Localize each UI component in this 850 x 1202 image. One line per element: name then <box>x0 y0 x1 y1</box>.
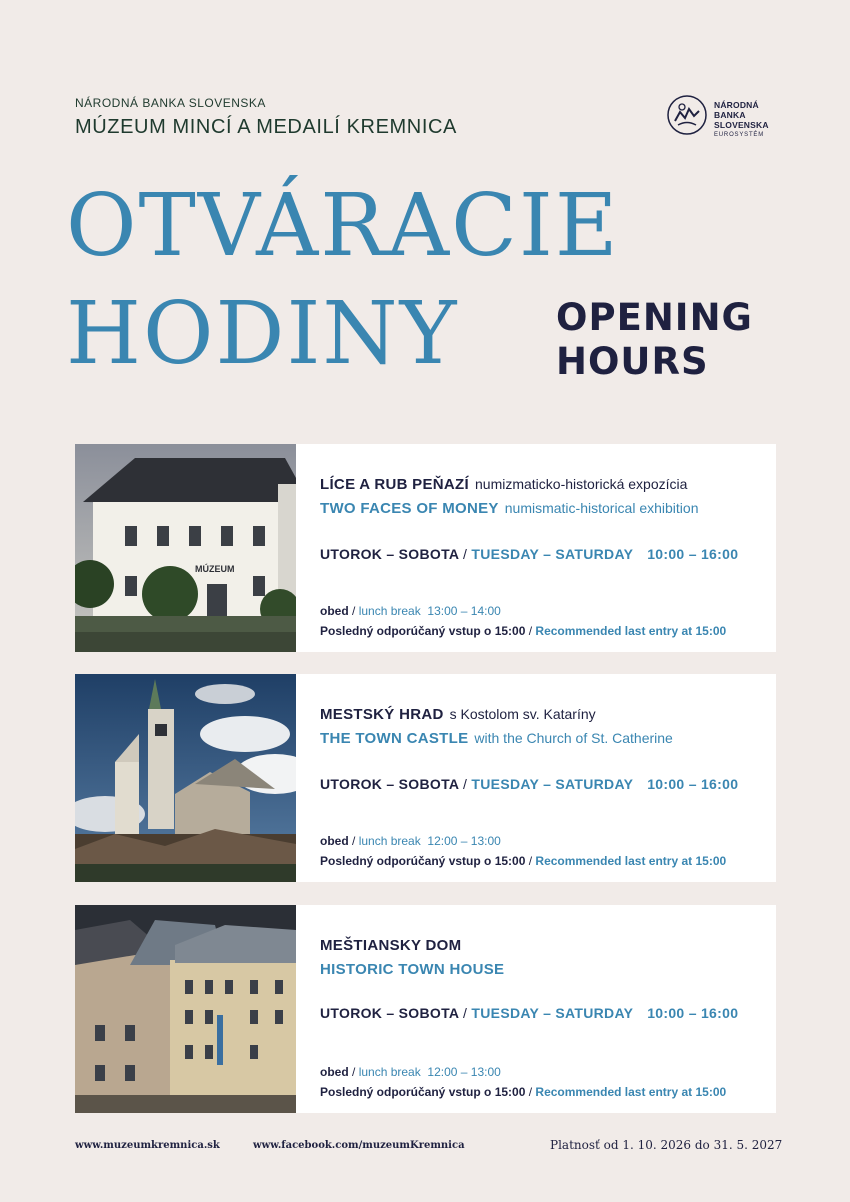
venue-name-en: TWO FACES OF MONEY <box>320 500 499 517</box>
lunch-label-sk: obed <box>320 604 349 618</box>
title-sk-line-2: HODINY <box>66 284 459 384</box>
separator: / <box>463 546 468 562</box>
lunch-label-en: lunch break <box>358 604 421 618</box>
separator: / <box>463 776 468 792</box>
days-en: TUESDAY – SATURDAY <box>471 1005 634 1021</box>
venue-name-sk: LÍCE A RUB PEŇAZÍ <box>320 476 469 493</box>
days-sk: UTOROK – SOBOTA <box>320 776 459 792</box>
title-sk-line-1: OTVÁRACIE <box>66 176 620 276</box>
nbs-logo <box>666 94 776 138</box>
venue-desc-sk: numizmaticko-historická expozícia <box>475 476 688 492</box>
museum-name: MÚZEUM MINCÍ A MEDAILÍ KREMNICA <box>75 116 457 138</box>
separator: / <box>463 1005 468 1021</box>
last-entry-en: Recommended last entry at 15:00 <box>535 624 727 638</box>
lunch-label-sk: obed <box>320 1065 349 1079</box>
castle-church-photo <box>75 674 296 882</box>
logo-line-3: SLOVENSKA <box>714 120 769 130</box>
opening-hours: 10:00 – 16:00 <box>647 1005 739 1021</box>
museum-sign: MÚZEUM <box>195 564 235 574</box>
lunch-hours: 13:00 – 14:00 <box>427 604 501 618</box>
last-entry-sk: Posledný odporúčaný vstup o 15:00 <box>320 854 526 868</box>
lunch-label-sk: obed <box>320 834 349 848</box>
venue-name-sk: MEŠTIANSKY DOM <box>320 937 462 954</box>
website-link[interactable]: www.muzeumkremnica.sk <box>75 1140 220 1151</box>
days-sk: UTOROK – SOBOTA <box>320 1005 459 1021</box>
venue-name-en: HISTORIC TOWN HOUSE <box>320 961 505 978</box>
venue-card-castle: MESTSKÝ HRAD s Kostolom sv. Kataríny THE TOWN CASTLE with the Church of St. Catherine UTOROK – SOBOTA / TUESDAY – SATURDAY 10:00 – 16:00 obed / lunch break 12:00 – 13:00 Posledný odporúčaný vstup o 15:00 / Recommended last entry at 15:00 <box>75 674 776 882</box>
logo-line-4: EUROSYSTÉM <box>714 132 765 138</box>
days-en: TUESDAY – SATURDAY <box>471 546 634 562</box>
lunch-label-en: lunch break <box>358 1065 421 1079</box>
validity-note: Platnosť od 1. 10. 2026 do 31. 5. 2027 <box>550 1138 783 1152</box>
days-en: TUESDAY – SATURDAY <box>471 776 634 792</box>
venue-desc-sk: s Kostolom sv. Kataríny <box>449 706 596 722</box>
lunch-hours: 12:00 – 13:00 <box>427 834 501 848</box>
nbs-emblem-icon <box>666 94 708 136</box>
venue-desc-en: numismatic-historical exhibition <box>504 500 699 516</box>
last-entry-sk: Posledný odporúčaný vstup o 15:00 <box>320 1085 526 1099</box>
last-entry-sk: Posledný odporúčaný vstup o 15:00 <box>320 624 526 638</box>
town-house-photo <box>75 905 296 1113</box>
venue-name-en: THE TOWN CASTLE <box>320 730 469 747</box>
last-entry-en: Recommended last entry at 15:00 <box>535 854 727 868</box>
title-en-line-1: OPENING <box>556 296 753 339</box>
venue-desc-en: with the Church of St. Catherine <box>474 730 673 746</box>
lunch-label-en: lunch break <box>358 834 421 848</box>
logo-line-2: BANKA <box>714 110 746 120</box>
venue-card-museum: MÚZEUM LÍCE A RUB PEŇAZÍ numizmaticko-historická expozícia TWO FACES OF MONEY numismatic-historical exhibition UTOROK – SOBOTA / TUESDAY – SATURDAY 10:00 – 16:00 obed / lunch break 13:00 – 14:00 Posledný odporúčaný vstup o 15:00 / Recommended last entry at 15:00 <box>75 444 776 652</box>
logo-line-1: NÁRODNÁ <box>714 100 759 110</box>
organization-name: NÁRODNÁ BANKA SLOVENSKA <box>75 96 266 110</box>
days-sk: UTOROK – SOBOTA <box>320 546 459 562</box>
facebook-link[interactable]: www.facebook.com/muzeumKremnica <box>253 1140 465 1151</box>
museum-building-photo <box>75 444 296 652</box>
last-entry-en: Recommended last entry at 15:00 <box>535 1085 727 1099</box>
lunch-hours: 12:00 – 13:00 <box>427 1065 501 1079</box>
opening-hours: 10:00 – 16:00 <box>647 546 739 562</box>
venue-card-town-house: MEŠTIANSKY DOM HISTORIC TOWN HOUSE UTOROK – SOBOTA / TUESDAY – SATURDAY 10:00 – 16:00 obed / lunch break 12:00 – 13:00 Posledný odporúčaný vstup o 15:00 / Recommended last entry at 15:00 <box>75 905 776 1113</box>
opening-hours: 10:00 – 16:00 <box>647 776 739 792</box>
title-en <box>556 296 753 384</box>
title-en-line-2: HOURS <box>556 340 709 383</box>
venue-name-sk: MESTSKÝ HRAD <box>320 706 444 723</box>
